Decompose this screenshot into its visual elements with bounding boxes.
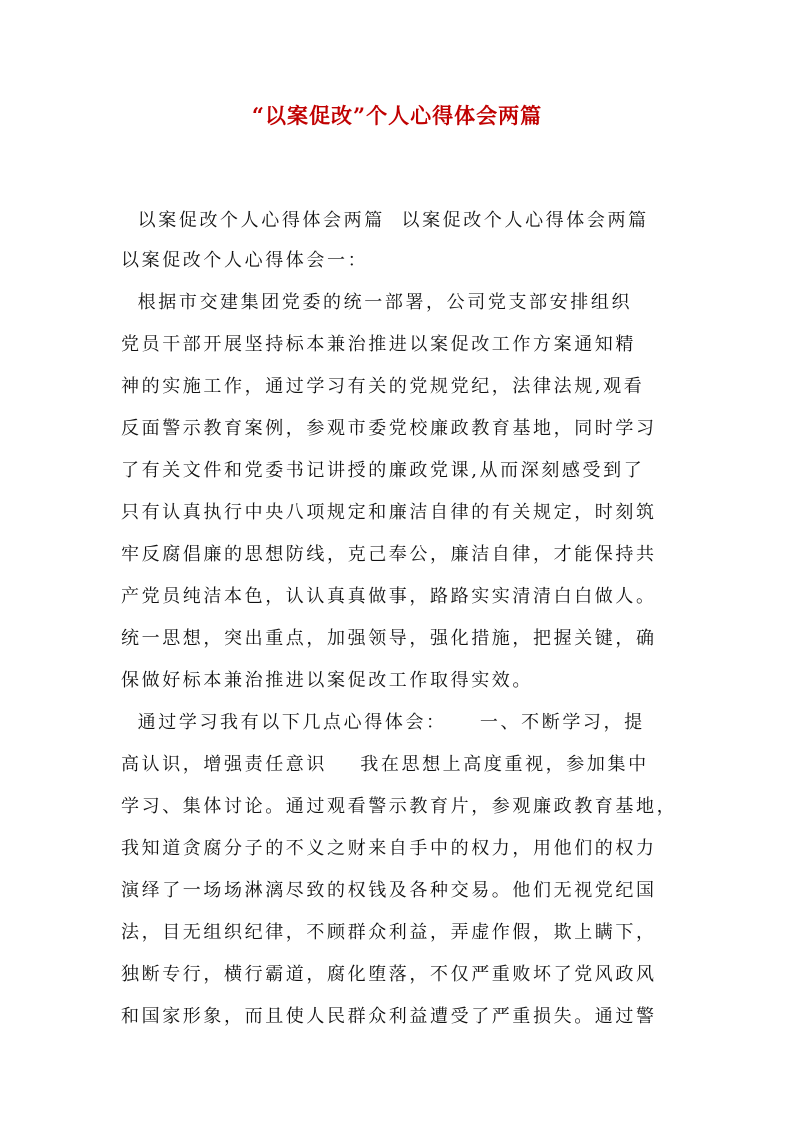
body-line: 牢反腐倡廉的思想防线，克己奉公，廉洁自律，才能保持共 — [121, 544, 657, 565]
document-title: “以案促改”个人心得体会两篇 — [251, 103, 543, 128]
body-line: 和国家形象，而且使人民群众利益遭受了严重损失。通过警 — [121, 1006, 657, 1027]
body-line: 高认识，增强责任意识 我在思想上高度重视，参加集中 — [121, 754, 649, 775]
body-line: 保做好标本兼治推进以案促改工作取得实效。 — [121, 670, 533, 691]
body-line: 只有认真执行中央八项规定和廉洁自律的有关规定，时刻筑 — [121, 502, 657, 523]
body-line: 以案促改个人心得体会一： — [121, 250, 369, 271]
body-line: 学习、集体讨论。通过观看警示教育片，参观廉政教育基地， — [121, 796, 678, 817]
body-line: 反面警示教育案例，参观市委党校廉政教育基地，同时学习 — [121, 418, 657, 439]
body-line: 了有关文件和党委书记讲授的廉政党课,从而深刻感受到了 — [121, 460, 645, 481]
body-line: 独断专行，横行霸道，腐化堕落，不仅严重败坏了党风政风 — [121, 964, 657, 985]
body-line: 根据市交建集团党委的统一部署，公司党支部安排组织 — [121, 292, 633, 313]
body-line: 产党员纯洁本色，认认真真做事，路路实实清清白白做人。 — [121, 586, 657, 607]
body-line: 通过学习我有以下几点心得体会： 一、不断学习，提 — [121, 712, 645, 733]
body-line: 法，目无组织纪律，不顾群众利益，弄虚作假，欺上瞒下， — [121, 922, 657, 943]
body-line: 演绎了一场场淋漓尽致的权钱及各种交易。他们无视党纪国 — [121, 880, 657, 901]
body-line: 我知道贪腐分子的不义之财来自手中的权力，用他们的权力 — [121, 838, 657, 859]
body-line: 神的实施工作，通过学习有关的党规党纪，法律法规,观看 — [121, 376, 645, 397]
body-line: 统一思想，突出重点，加强领导，强化措施，把握关键，确 — [121, 628, 657, 649]
body-line: 以案促改个人心得体会两篇 以案促改个人心得体会两篇 — [121, 210, 649, 231]
body-line: 党员干部开展坚持标本兼治推进以案促改工作方案通知精 — [121, 334, 636, 355]
